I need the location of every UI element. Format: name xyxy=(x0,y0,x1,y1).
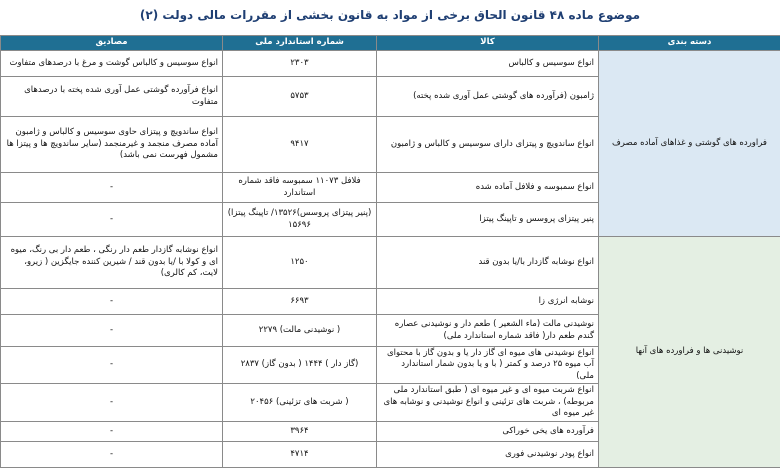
instances-cell: - xyxy=(1,384,223,421)
instances-cell: - xyxy=(1,315,223,347)
product-cell: انواع ساندویچ و پیتزای دارای سوسیس و کالباس و ژامبون xyxy=(377,117,599,173)
product-cell: انواع پودر نوشیدنی فوری xyxy=(377,441,599,467)
instances-cell: انواع فرآورده گوشتی عمل آوری شده پخته با درصدهای متفاوت xyxy=(1,77,223,117)
product-cell: فرآورده های یخی خوراکی xyxy=(377,421,599,441)
header-product: کالا xyxy=(377,36,599,51)
product-cell: پنیر پیتزای پروسس و تاپینگ پیتزا xyxy=(377,203,599,237)
standard-cell: ( شربت های تزئینی) ۲۰۴۵۶ xyxy=(223,384,377,421)
standard-cell: ۴۷۱۴ xyxy=(223,441,377,467)
standard-cell: ۵۷۵۳ xyxy=(223,77,377,117)
product-cell: انواع شربت میوه ای و غیر میوه ای ( طبق استاندارد ملی مربوطه) ، شربت های تزئینی و انواع نوشیدنی و نوشابه های غیر میوه ای xyxy=(377,384,599,421)
instances-cell: - xyxy=(1,289,223,315)
standard-cell: ۹۴۱۷ xyxy=(223,117,377,173)
instances-cell: انواع ساندویچ و پیتزای حاوی سوسیس و کالباس و ژامبون آماده مصرف منجمد و غیرمنجمد (سایر ساندویچ ها و پیتزا ها مشمول فهرست نمی باشد) xyxy=(1,117,223,173)
document-title: موضوع ماده ۴۸ قانون الحاق برخی از مواد به قانون بخشی از مقررات مالی دولت (۲) xyxy=(139,8,641,22)
product-cell: نوشیدنی مالت (ماء الشعیر ) طعم دار و نوشیدنی عصاره گندم طعم دار( فاقد شماره استاندارد ملی) xyxy=(377,315,599,347)
standard-cell: ۱۲۵۰ xyxy=(223,237,377,289)
instances-cell: - xyxy=(1,421,223,441)
header-standard: شماره استاندارد ملی xyxy=(223,36,377,51)
category-cell: فراورده های گوشتی و غذاهای آماده مصرف xyxy=(599,51,780,237)
standard-cell: (پنیر پیتزای پروسس)۱۳۵۲۶/ تاپینگ پیتزا) ۱۵۶۹۶ xyxy=(223,203,377,237)
product-cell: نوشابه انرژی زا xyxy=(377,289,599,315)
instances-cell: انواع نوشابه گازدار طعم دار رنگی ، طعم دار بی رنگ، میوه ای و کولا با /یا بدون قند / شیرین کننده جایگزین ( زیرو، لایت، کم کالری) xyxy=(1,237,223,289)
product-cell: انواع سوسیس و کالباس xyxy=(377,51,599,77)
standard-cell: (گاز دار ) ۱۴۴۴ ( بدون گاز) ۲۸۳۷ xyxy=(223,347,377,384)
standard-cell: ۶۶۹۳ xyxy=(223,289,377,315)
product-cell: انواع نوشیدنی های میوه ای گاز دار یا و بدون گاز با محتوای آب میوه ۲۵ درصد و کمتر ( با و یا بدون شمار استاندارد ملی) xyxy=(377,347,599,384)
instances-cell: - xyxy=(1,203,223,237)
table-header-row xyxy=(1,36,780,51)
product-cell: انواع سمبوسه و فلافل آماده شده xyxy=(377,173,599,203)
product-cell: ژامبون (فرآورده های گوشتی عمل آوری شده پخته) xyxy=(377,77,599,117)
instances-cell: انواع سوسیس و کالباس گوشت و مرغ با درصدهای متفاوت xyxy=(1,51,223,77)
header-instances: مصادیق xyxy=(1,36,223,51)
regulation-table xyxy=(0,35,780,468)
instances-cell: - xyxy=(1,441,223,467)
product-cell: انواع نوشابه گازدار با/یا بدون قند xyxy=(377,237,599,289)
category-cell: نوشیدنی ها و فراورده های آنها xyxy=(599,237,780,468)
instances-cell: - xyxy=(1,173,223,203)
standard-cell: ( نوشیدنی مالت) ۲۲۷۹ xyxy=(223,315,377,347)
standard-cell: ۳۹۶۴ xyxy=(223,421,377,441)
table-row xyxy=(1,237,780,289)
instances-cell: - xyxy=(1,347,223,384)
standard-cell: ۲۳۰۳ xyxy=(223,51,377,77)
table-row xyxy=(1,51,780,77)
header-category: دسته بندی xyxy=(599,36,780,51)
standard-cell: فلافل ۱۱۰۷۳ سمبوسه فاقد شماره استاندارد xyxy=(223,173,377,203)
